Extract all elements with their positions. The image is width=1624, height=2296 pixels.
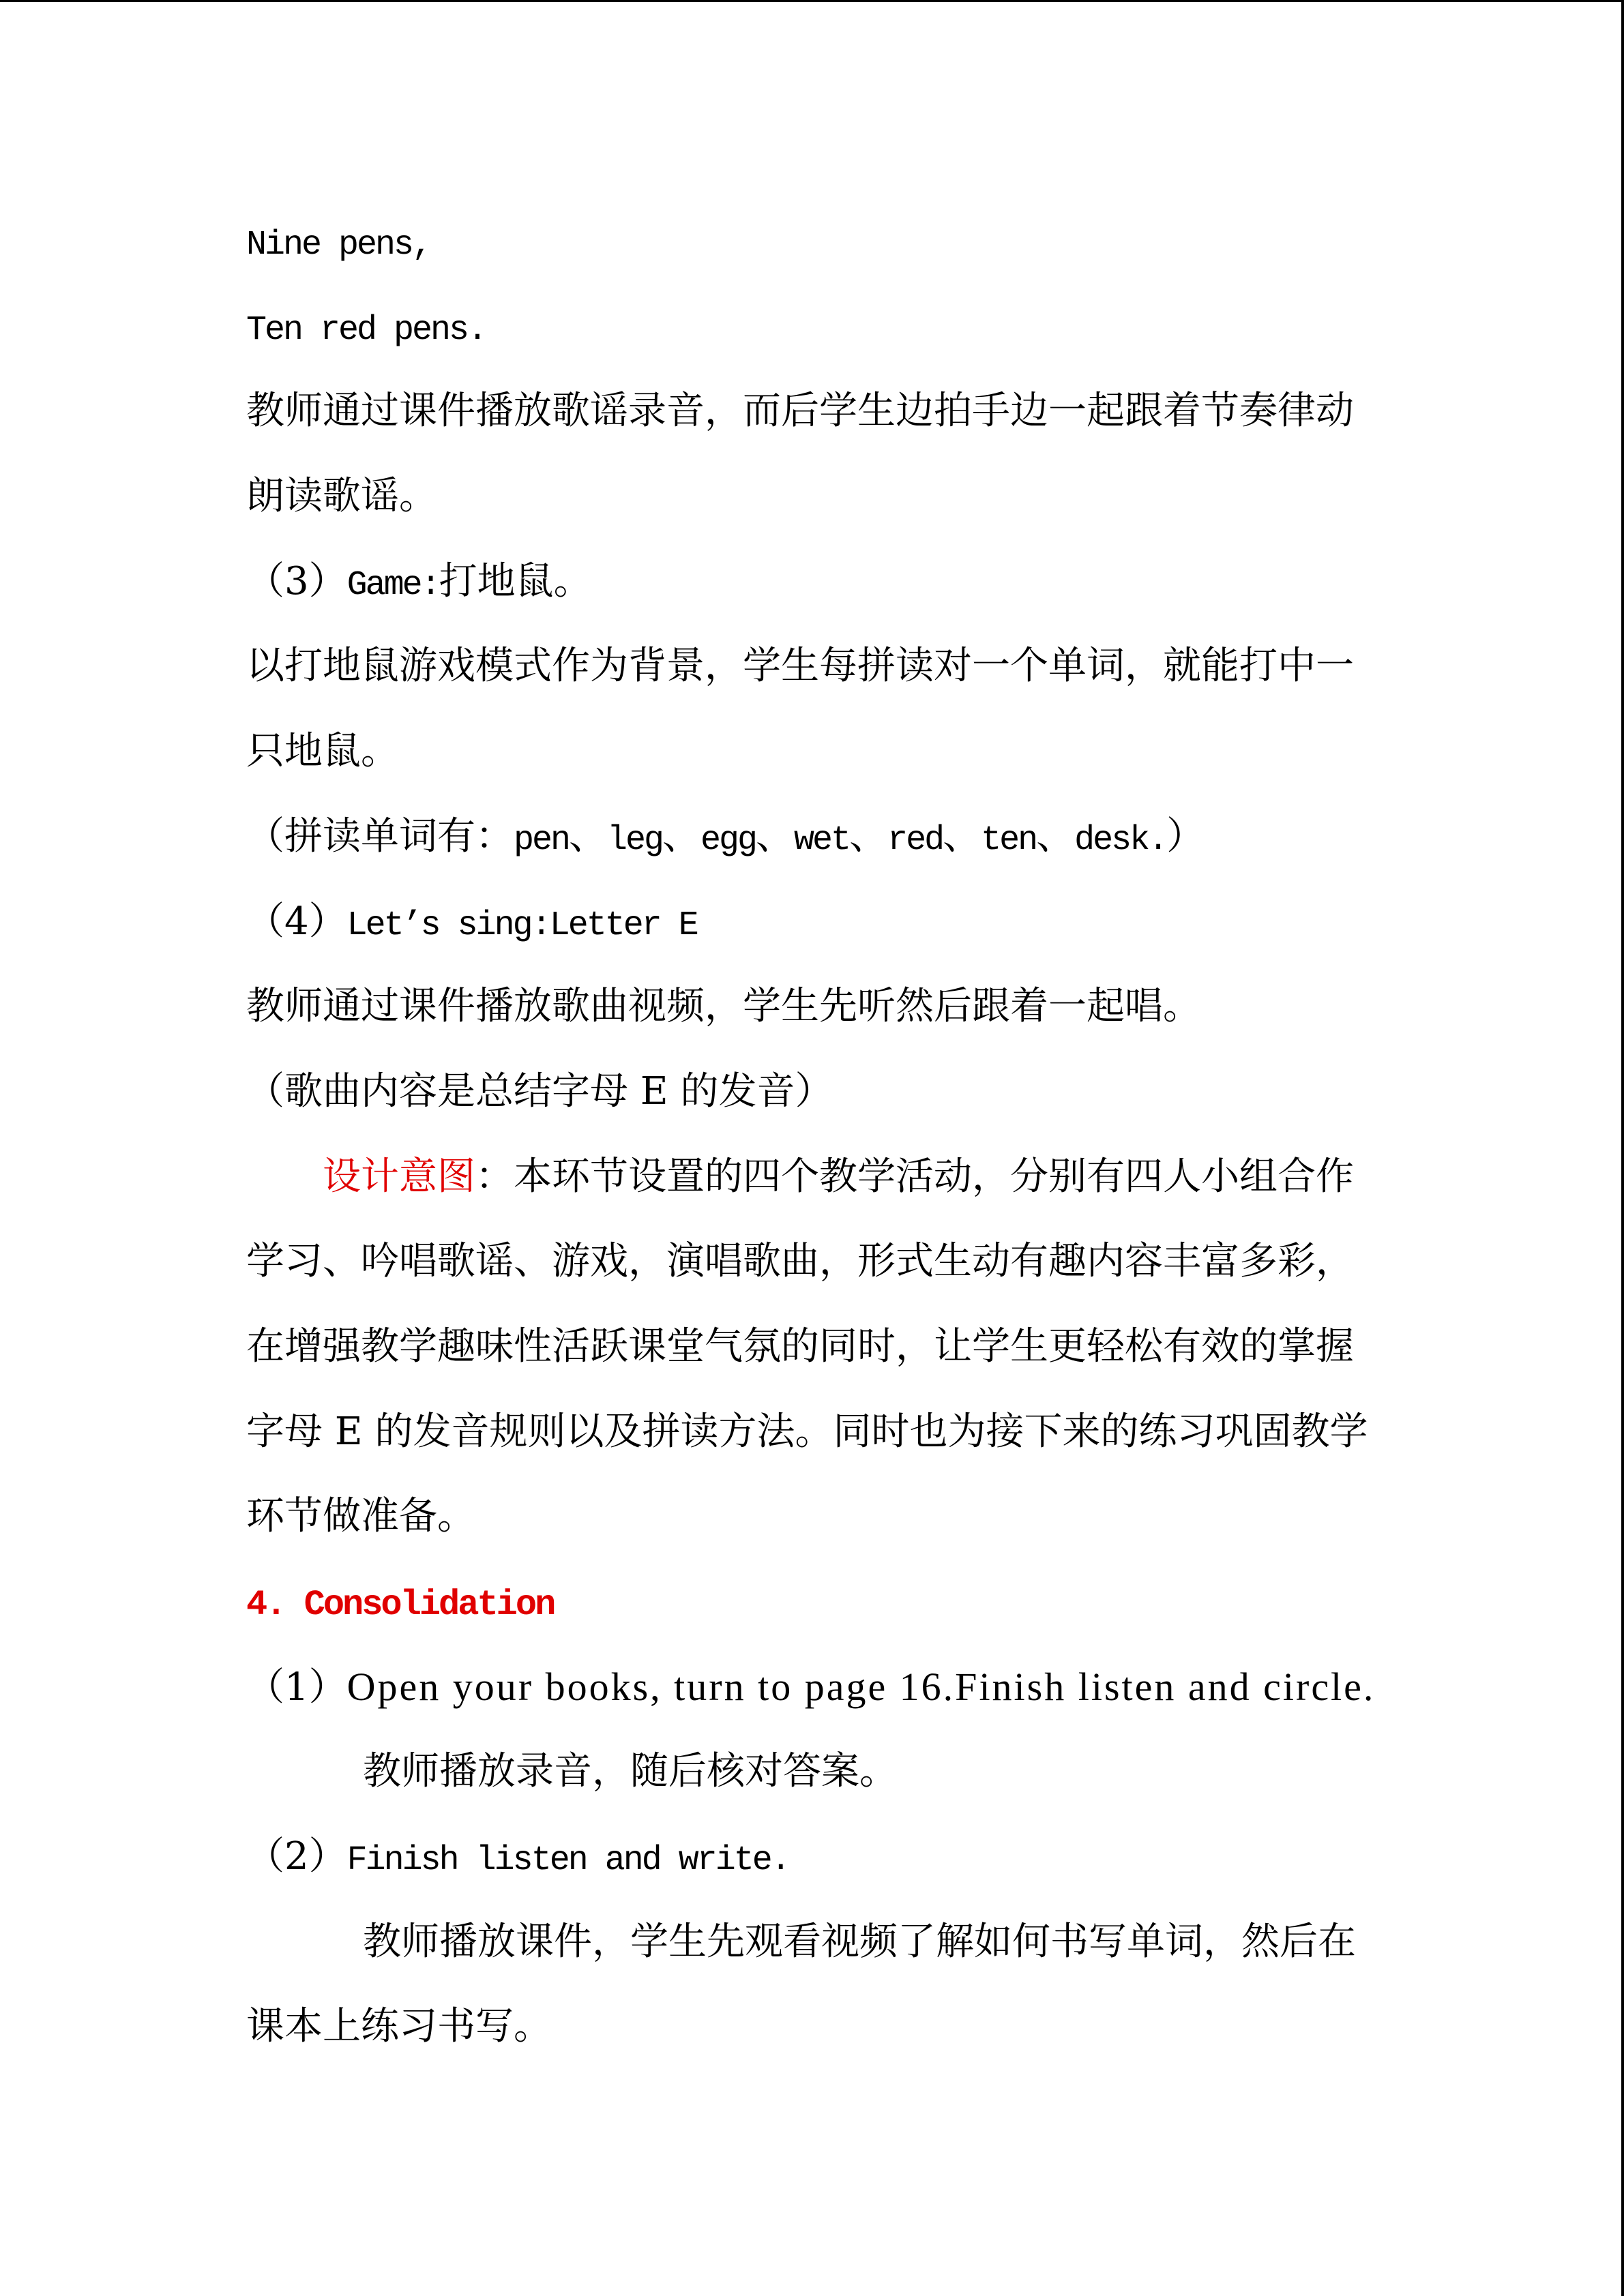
task-number: （1） — [246, 1665, 347, 1710]
game-number: （3） — [246, 558, 347, 603]
document-body — [246, 199, 1542, 2070]
game-title: Game: — [346, 565, 439, 605]
song-heading — [246, 880, 1542, 965]
chant-line — [246, 284, 1542, 370]
design-intent-line: 在增强教学趣味性活跃课堂气氛的同时，让学生更轻松有效的掌握 — [246, 1324, 1354, 1369]
spelling-word: pen — [514, 820, 570, 860]
game-title-cn: 打地鼠。 — [439, 558, 592, 603]
chant-teacher-note: 教师通过课件播放歌谣录音，而后学生边拍手边一起跟着节奏律动 — [246, 389, 1354, 434]
spelling-word: leg — [607, 820, 663, 860]
spelling-word: ten — [981, 820, 1037, 860]
task-instruction: Open your books, turn to page 16.Finish listen and circle. — [346, 1664, 1376, 1709]
task-instruction-line — [246, 1645, 1542, 1730]
word-separator: 、 — [756, 814, 795, 859]
spelling-word: desk. — [1074, 820, 1167, 860]
design-intent-line: 字母 E 的发音规则以及拼读方法。同时也为接下来的练习巩固教学 — [246, 1409, 1368, 1454]
chant-line-text: Ten red pens. — [246, 310, 486, 350]
design-intent-line: 学习、吟唱歌谣、游戏，演唱歌曲，形式生动有趣内容丰富多彩， — [246, 1239, 1354, 1284]
spelling-words-close: ） — [1166, 814, 1205, 859]
consolidation-heading-line — [246, 1560, 1542, 1645]
design-intent-line: 环节做准备。 — [246, 1494, 475, 1539]
word-separator: 、 — [662, 814, 701, 859]
task-note: 教师播放录音，随后核对答案。 — [363, 1749, 898, 1794]
word-separator: 、 — [1036, 814, 1075, 859]
design-intent-colon: ： — [475, 1154, 514, 1199]
song-content-note: （歌曲内容是总结字母 E 的发音） — [246, 1069, 833, 1114]
spelling-words-intro: （拼读单词有： — [246, 814, 514, 859]
song-number: （4） — [246, 899, 347, 944]
game-description: 以打地鼠游戏模式作为背景，学生每拼读对一个单词，就能打中一 — [246, 644, 1354, 689]
task-instruction: Finish listen and write. — [346, 1841, 789, 1881]
spelling-word: red — [887, 820, 943, 860]
game-description: 只地鼠。 — [246, 729, 399, 774]
design-intent-text: 本环节设置的四个教学活动，分别有四人小组合作 — [514, 1154, 1354, 1199]
task-note: 教师播放课件，学生先观看视频了解如何书写单词，然后在 — [363, 1919, 1356, 1964]
spelling-word: wet — [794, 820, 850, 860]
design-intent-first-line — [246, 1135, 1542, 1220]
chant-teacher-note: 朗读歌谣。 — [246, 474, 437, 519]
game-heading — [246, 539, 1542, 625]
word-separator: 、 — [569, 814, 608, 859]
spelling-words-line — [246, 794, 1542, 880]
task-number: （2） — [246, 1834, 347, 1879]
design-intent-label: 设计意图 — [323, 1154, 475, 1199]
song-title: Let’s sing:Letter E — [346, 906, 697, 945]
chant-line — [246, 199, 1542, 284]
task-note: 课本上练习书写。 — [246, 2004, 552, 2049]
word-separator: 、 — [849, 814, 888, 859]
consolidation-heading: 4. Consolidation — [246, 1585, 555, 1625]
chant-line-text: Nine pens, — [246, 226, 431, 265]
word-separator: 、 — [943, 814, 981, 859]
song-note: 教师通过课件播放歌曲视频，学生先听然后跟着一起唱。 — [246, 984, 1201, 1029]
task-instruction-line — [246, 1815, 1542, 1900]
spelling-word: egg — [700, 820, 756, 860]
